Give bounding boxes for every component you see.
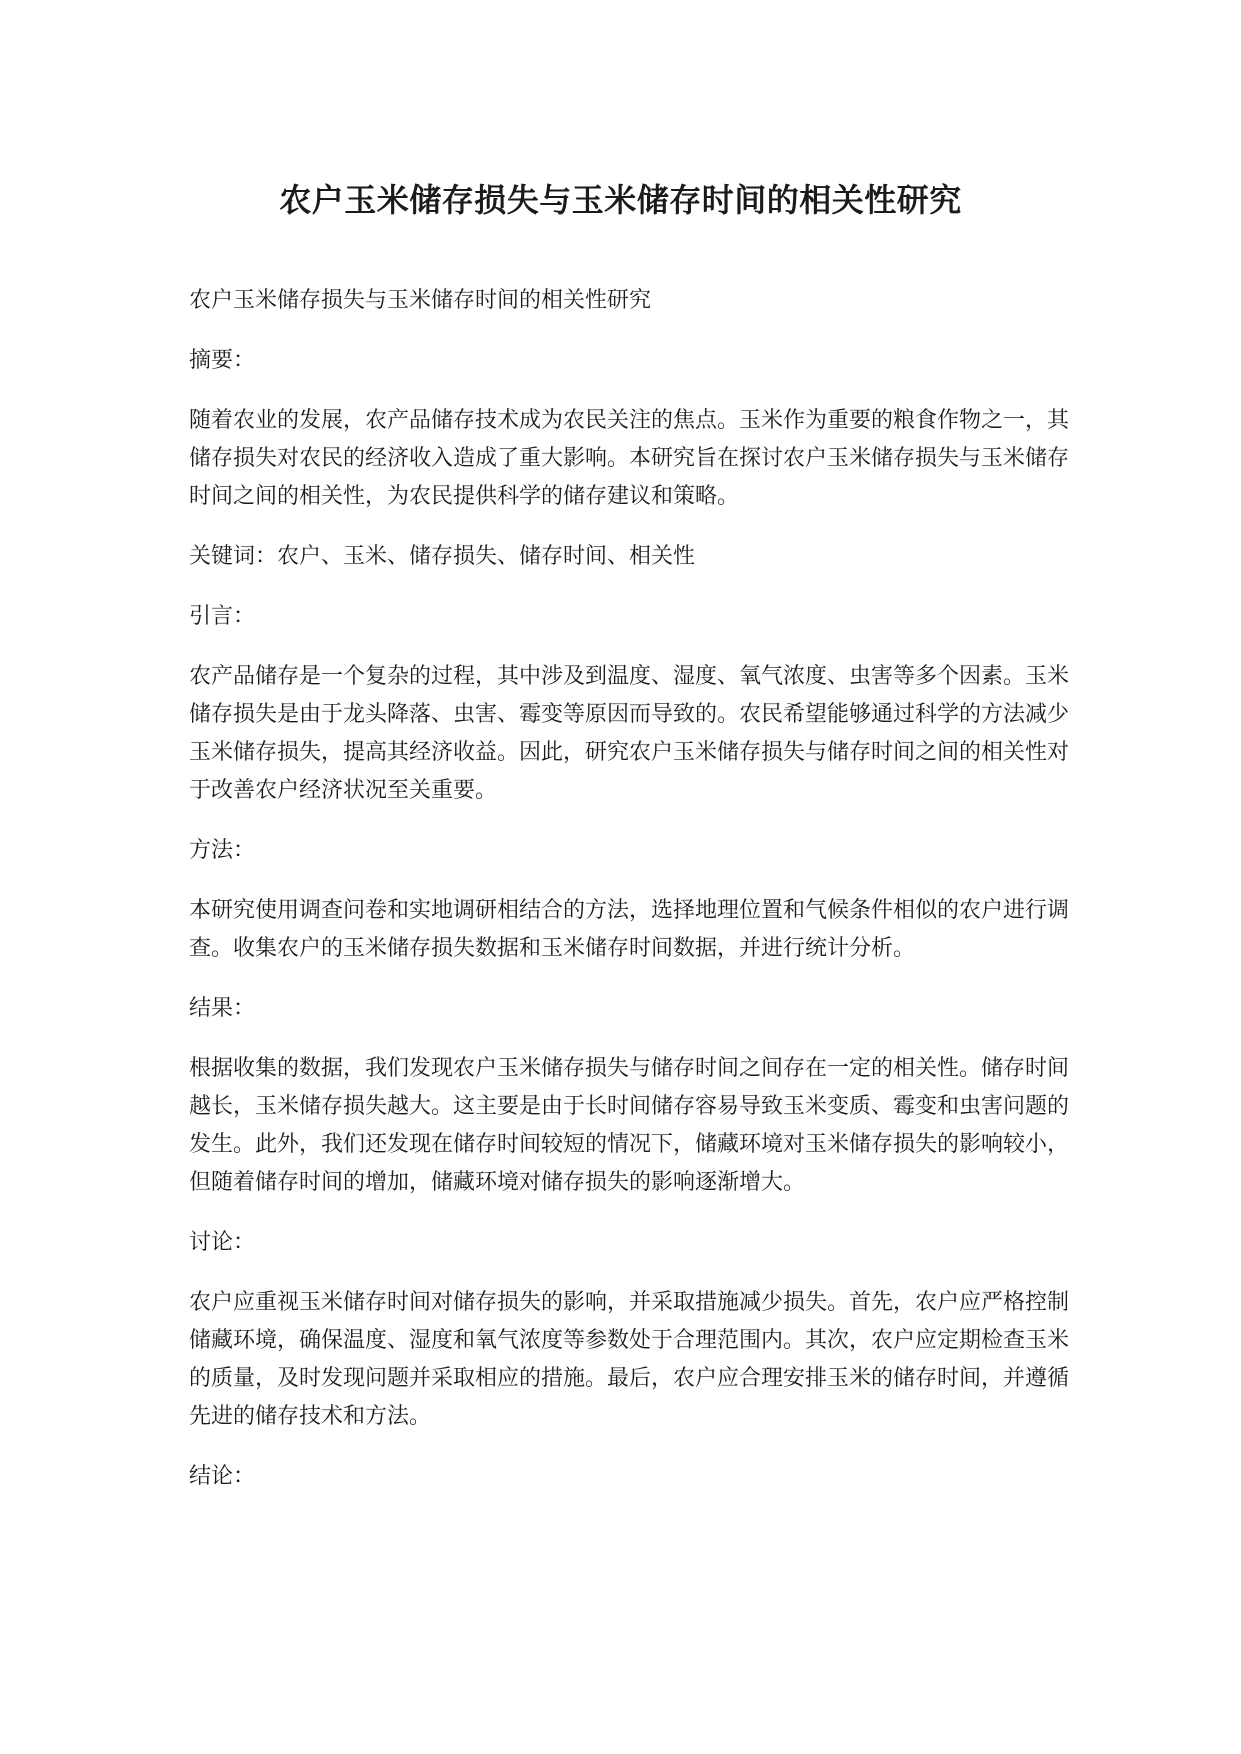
abstract-paragraph: 随着农业的发展，农产品储存技术成为农民关注的焦点。玉米作为重要的粮食作物之一，其储存损失对农民的经济收入造成了重大影响。本研究旨在探讨农户玉米储存损失与玉米储存时间之间的相关性，为农民提供科学的储存建议和策略。 — [189, 408, 1070, 509]
method-heading: 方法： — [189, 838, 256, 863]
discussion-heading: 讨论： — [189, 1230, 256, 1255]
abstract-heading: 摘要： — [189, 348, 256, 373]
document-body — [189, 282, 1069, 1518]
document-subtitle: 农户玉米储存损失与玉米储存时间的相关性研究 — [189, 288, 652, 313]
result-heading: 结果： — [189, 996, 256, 1021]
result-paragraph: 根据收集的数据，我们发现农户玉米储存损失与储存时间之间存在一定的相关性。储存时间越长，玉米储存损失越大。这主要是由于长时间储存容易导致玉米变质、霉变和虫害问题的发生。此外，我们还发现在储存时间较短的情况下，储藏环境对玉米储存损失的影响较小，但随着储存时间的增加，储藏环境对储存损失的影响逐渐增大。 — [189, 1056, 1070, 1195]
discussion-paragraph: 农户应重视玉米储存时间对储存损失的影响，并采取措施减少损失。首先，农户应严格控制储藏环境，确保温度、湿度和氧气浓度等参数处于合理范围内。其次，农户应定期检查玉米的质量，及时发现问题并采取相应的措施。最后，农户应合理安排玉米的储存时间，并遵循先进的储存技术和方法。 — [189, 1290, 1070, 1429]
conclusion-heading: 结论： — [189, 1464, 256, 1489]
keywords-line: 关键词：农户、玉米、储存损失、储存时间、相关性 — [189, 544, 696, 569]
method-paragraph: 本研究使用调查问卷和实地调研相结合的方法，选择地理位置和气候条件相似的农户进行调查。收集农户的玉米储存损失数据和玉米储存时间数据，并进行统计分析。 — [189, 898, 1070, 961]
intro-heading: 引言： — [189, 604, 256, 629]
intro-paragraph: 农产品储存是一个复杂的过程，其中涉及到温度、湿度、氧气浓度、虫害等多个因素。玉米储存损失是由于龙头降落、虫害、霉变等原因而导致的。农民希望能够通过科学的方法减少玉米储存损失，提高其经济收益。因此，研究农户玉米储存损失与储存时间之间的相关性对于改善农户经济状况至关重要。 — [189, 664, 1070, 803]
document-title: 农户玉米储存损失与玉米储存时间的相关性研究 — [279, 181, 962, 219]
